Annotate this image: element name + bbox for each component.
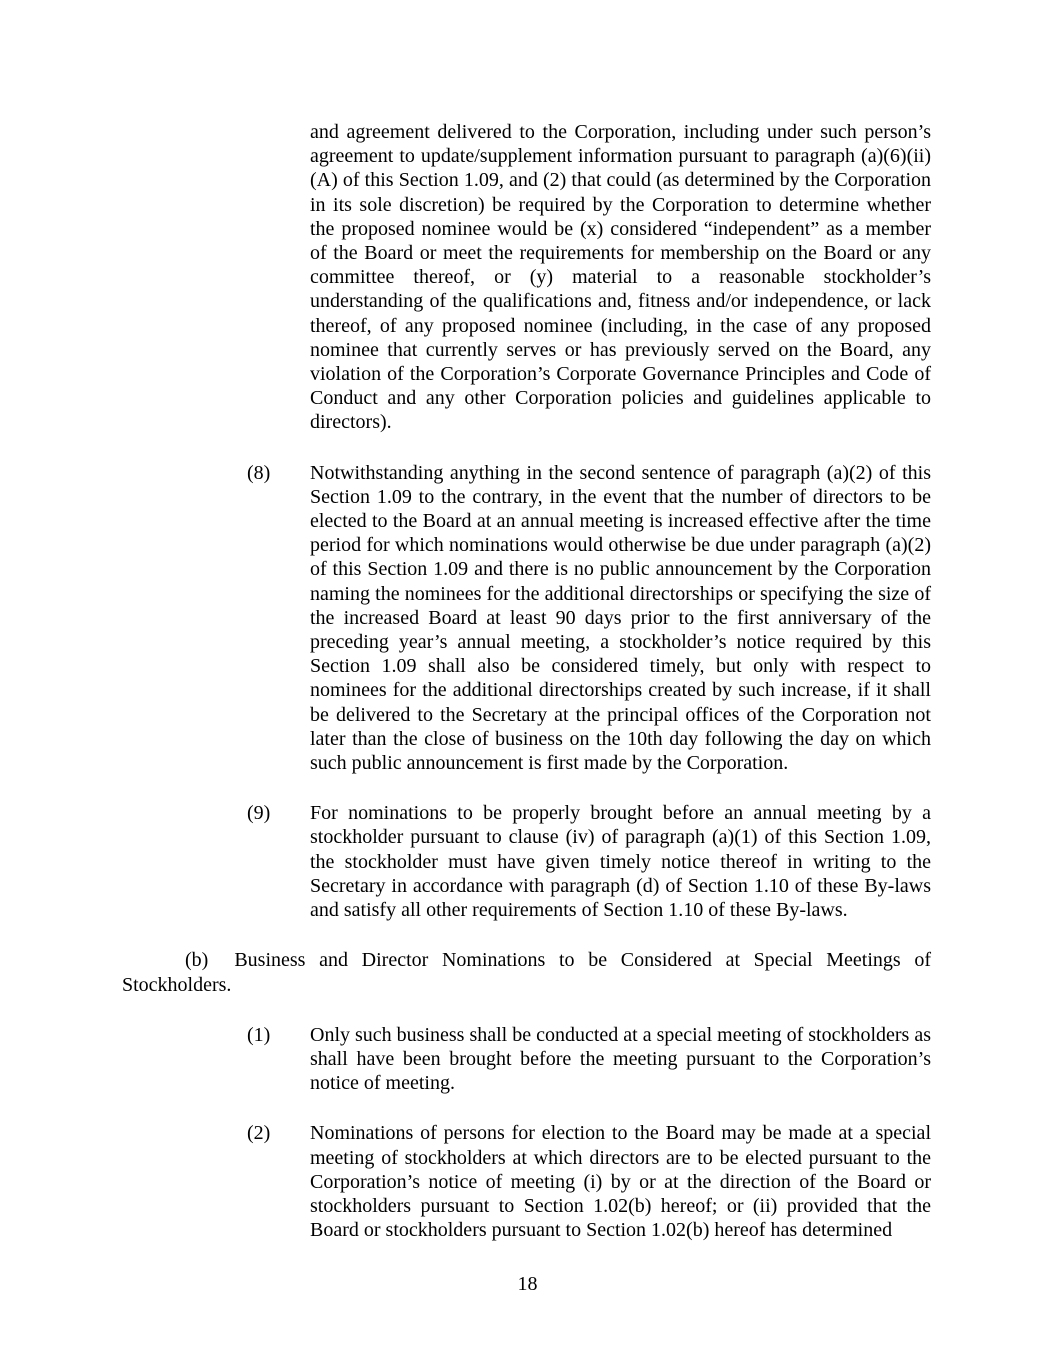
item-text: For nominations to be properly brought before an annual meeting by a stockholder pursuant to clause (iv) of paragraph (a)(1) of this Section 1.09, the stockholder must have given timely notice thereof in writing to the Secretary in accordance with paragraph (d) of Section 1.10 of these By-laws and satisfy all other requirements of Section 1.10 of these By-laws.	[310, 802, 931, 922]
paragraph-continuation: and agreement delivered to the Corporation, including under such person’s agreement to update/supplement information pursuant to paragraph (a)(6)(ii)(A) of this Section 1.09, and (2) that could (as determined by the Corporation in its sole discretion) be required by the Corporation to determine whether the proposed nominee would be (x) considered “independent” as a member of the Board or meet the requirements for membership on the Board or any committee thereof, or (y) material to a reasonable stockholder’s understanding of the qualifications and, fitness and/or independence, or lack thereof, of any proposed nominee (including, in the case of any proposed nominee that currently serves or has previously served on the Board, any violation of the Corporation’s Corporate Governance Principles and Code of Conduct and any other Corporation policies and guidelines applicable to directors).	[310, 121, 931, 434]
section-text: Business and Director Nominations to be Considered at Special Meetings of Stockholders.	[122, 949, 931, 996]
item-number: (9)	[247, 802, 271, 825]
page-number: 18	[517, 1273, 538, 1295]
list-item-9	[122, 801, 931, 922]
item-text: Only such business shall be conducted at a special meeting of stockholders as shall have been brought before the meeting pursuant to the Corporation’s notice of meeting.	[310, 1023, 931, 1095]
item-number: (1)	[247, 1023, 271, 1046]
item-number: (8)	[247, 461, 271, 484]
item-text: Nominations of persons for election to the Board may be made at a special meeting of stockholders at which directors are to be elected pursuant to the Corporation’s notice of meeting (i) by or at the direction of the Board or stockholders pursuant to Section 1.02(b) hereof; or (ii) provided that the Board or stockholders pursuant to Section 1.02(b) hereof has determined	[310, 1122, 931, 1242]
list-item-1	[122, 1023, 931, 1096]
section-heading-b	[122, 948, 931, 996]
body-text	[122, 120, 931, 1242]
list-item-8	[122, 461, 931, 776]
item-number: (2)	[247, 1122, 271, 1145]
list-item-2	[122, 1121, 931, 1242]
section-label: (b)	[185, 949, 209, 972]
item-text: Notwithstanding anything in the second sentence of paragraph (a)(2) of this Section 1.09 to the contrary, in the event that the number of directors to be elected to the Board at an annual meeting is increased effective after the time period for which nominations would otherwise be due under paragraph (a)(2) of this Section 1.09 and there is no public announcement by the Corporation naming the nominees for the additional directorships or specifying the size of the increased Board at least 90 days prior to the first anniversary of the preceding year’s annual meeting, a stockholder’s notice required by this Section 1.09 shall also be considered timely, but only with respect to nominees for the additional directorships created by such increase, if it shall be delivered to the Secretary at the principal offices of the Corporation not later than the close of business on the 10th day following the day on which such public announcement is first made by the Corporation.	[310, 461, 931, 775]
